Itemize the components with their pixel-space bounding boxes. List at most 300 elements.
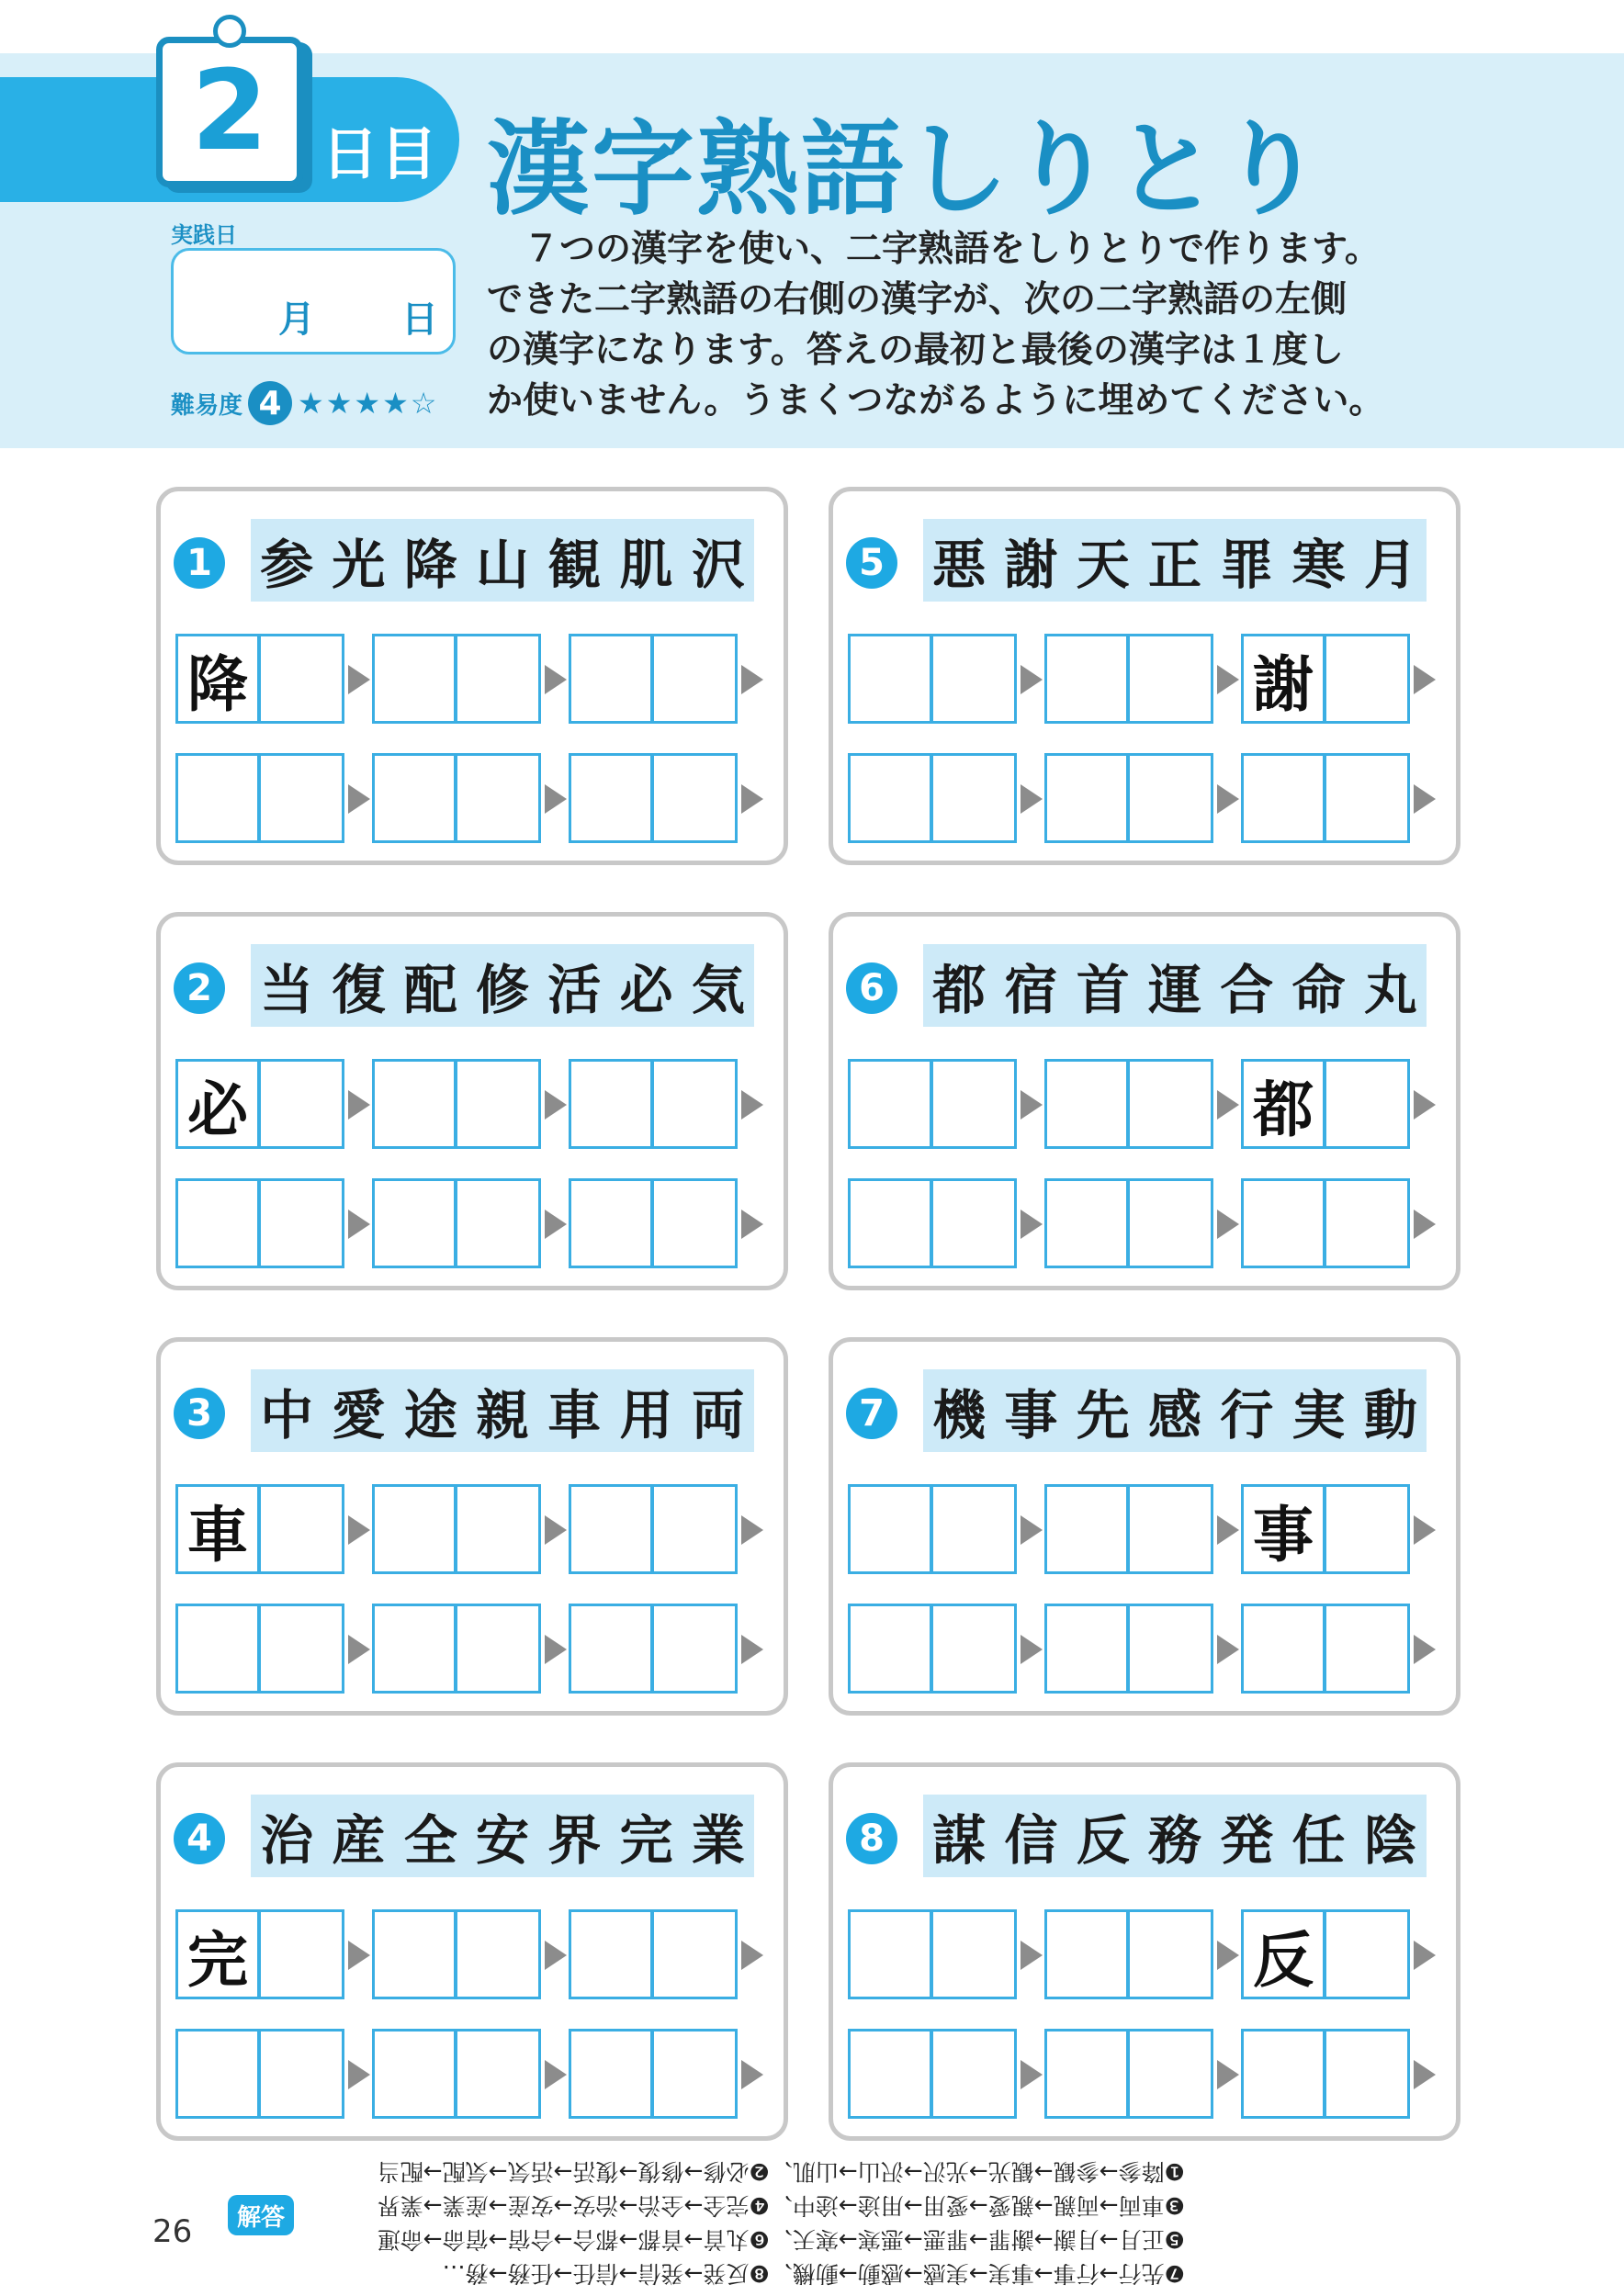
kanji-char: 信 — [1004, 1809, 1058, 1872]
given-kanji-cell[interactable]: 反 — [1241, 1909, 1325, 1999]
answer-cell[interactable] — [260, 1178, 344, 1268]
difficulty-stars: ★★★★☆ — [298, 386, 439, 421]
answer-cell[interactable] — [372, 1059, 457, 1149]
answer-cell[interactable] — [653, 1178, 738, 1268]
word-pair — [175, 1909, 344, 1999]
answer-cell[interactable] — [1044, 1484, 1129, 1574]
word-pair — [372, 1604, 541, 1694]
kanji-char: 車 — [547, 1384, 602, 1446]
answer-cell[interactable] — [372, 1909, 457, 1999]
word-pair — [1044, 1604, 1213, 1694]
answer-row — [175, 1484, 782, 1574]
arrow-right-icon — [545, 784, 567, 814]
arrow-right-icon — [1414, 1210, 1436, 1239]
arrow-right-icon — [545, 1090, 567, 1120]
word-pair — [569, 753, 738, 843]
answer-cell[interactable] — [569, 634, 653, 724]
kanji-char: 沢 — [691, 534, 745, 596]
answer-cell[interactable] — [1325, 1178, 1410, 1268]
answer-cell[interactable] — [372, 634, 457, 724]
arrow-right-icon — [741, 1090, 763, 1120]
given-kanji-cell[interactable]: 車 — [175, 1484, 260, 1574]
answer-cell[interactable] — [569, 2029, 653, 2119]
arrow-right-icon — [545, 1635, 567, 1664]
word-pair — [1044, 753, 1213, 843]
answer-cell[interactable] — [1129, 634, 1213, 724]
kanji-char: 陰 — [1363, 1809, 1417, 1872]
answer-cell[interactable] — [1325, 1604, 1410, 1694]
kanji-char: 配 — [403, 959, 457, 1021]
given-kanji-cell[interactable]: 事 — [1241, 1484, 1325, 1574]
answer-cell[interactable] — [569, 753, 653, 843]
word-pair — [569, 1059, 738, 1149]
puzzle-panel — [156, 912, 788, 1290]
kanji-char: 界 — [547, 1809, 602, 1872]
arrow-right-icon — [348, 2060, 370, 2089]
word-pair — [569, 634, 738, 724]
arrow-right-icon — [1414, 1635, 1436, 1664]
answer-row — [848, 1178, 1454, 1268]
kanji-char: 業 — [691, 1809, 745, 1872]
kanji-char: 実 — [1291, 1384, 1346, 1446]
kanji-char: 発 — [1220, 1809, 1274, 1872]
kanji-char: 感 — [1147, 1384, 1201, 1446]
answer-cell[interactable] — [848, 1059, 932, 1149]
puzzle-number: 1 — [174, 537, 225, 589]
answer-cell[interactable] — [372, 1178, 457, 1268]
difficulty-rating — [171, 378, 438, 428]
word-pair — [1241, 1484, 1410, 1574]
answer-cell[interactable] — [175, 1178, 260, 1268]
arrow-right-icon — [741, 1210, 763, 1239]
word-pair — [372, 753, 541, 843]
answer-cell[interactable] — [932, 1909, 1017, 1999]
word-pair — [372, 1059, 541, 1149]
arrow-right-icon — [545, 1941, 567, 1970]
arrow-right-icon — [1217, 2060, 1239, 2089]
answer-row — [848, 1604, 1454, 1694]
arrow-right-icon — [348, 784, 370, 814]
given-kanji-cell[interactable]: 謝 — [1241, 634, 1325, 724]
kanji-char: 合 — [1220, 959, 1274, 1021]
day-label: 日 — [401, 298, 438, 341]
answer-cell[interactable] — [848, 1484, 932, 1574]
word-pair — [1044, 1178, 1213, 1268]
word-pair — [1241, 1059, 1410, 1149]
answer-cell[interactable] — [1325, 753, 1410, 843]
kanji-char: 悪 — [932, 534, 987, 596]
answer-row — [175, 634, 782, 724]
kanji-bank — [923, 1369, 1427, 1452]
kanji-char: 謝 — [1004, 534, 1058, 596]
kanji-bank — [923, 944, 1427, 1027]
kanji-char: 安 — [475, 1809, 529, 1872]
arrow-right-icon — [545, 1210, 567, 1239]
kanji-char: 修 — [475, 959, 529, 1021]
answer-row — [848, 753, 1454, 843]
answer-cell[interactable] — [932, 2029, 1017, 2119]
arrow-right-icon — [741, 665, 763, 694]
kanji-char: 治 — [260, 1809, 314, 1872]
answer-cell[interactable] — [457, 753, 541, 843]
page-number: 26 — [152, 2213, 193, 2250]
answer-cell[interactable] — [1241, 1604, 1325, 1694]
word-pair — [1044, 1059, 1213, 1149]
puzzle-panel — [156, 1762, 788, 2141]
answer-row — [848, 1059, 1454, 1149]
word-pair — [1044, 2029, 1213, 2119]
answer-cell[interactable] — [569, 1604, 653, 1694]
answer-cell[interactable] — [260, 1059, 344, 1149]
kanji-char: 宿 — [1004, 959, 1058, 1021]
kanji-char: 山 — [475, 534, 529, 596]
answer-cell[interactable] — [653, 1059, 738, 1149]
kanji-char: 完 — [619, 1809, 673, 1872]
page-title: 漢字熟語しりとり — [487, 110, 1325, 230]
arrow-right-icon — [348, 1210, 370, 1239]
kanji-char: 月 — [1363, 534, 1417, 596]
arrow-right-icon — [545, 665, 567, 694]
calendar-icon — [156, 37, 312, 193]
kanji-bank — [923, 519, 1427, 602]
arrow-right-icon — [741, 1515, 763, 1545]
arrow-right-icon — [348, 1515, 370, 1545]
answer-cell[interactable] — [1129, 753, 1213, 843]
answer-cell[interactable] — [1129, 1909, 1213, 1999]
kanji-char: 産 — [332, 1809, 386, 1872]
word-pair — [848, 753, 1017, 843]
answer-cell[interactable] — [1325, 1059, 1410, 1149]
answer-row — [175, 1909, 782, 1999]
answer-row — [175, 753, 782, 843]
instruction-line: か使いません。うまくつながるように埋めてください。 — [487, 380, 1385, 422]
answer-cell[interactable] — [569, 1909, 653, 1999]
answer-cell[interactable] — [1241, 753, 1325, 843]
kanji-bank — [251, 1795, 754, 1877]
arrow-right-icon — [545, 1515, 567, 1545]
answer-cell[interactable] — [260, 1484, 344, 1574]
answer-cell[interactable] — [1044, 1059, 1129, 1149]
arrow-right-icon — [1217, 1210, 1239, 1239]
kanji-char: 事 — [1004, 1384, 1058, 1446]
given-kanji-cell[interactable]: 降 — [175, 634, 260, 724]
answer-cell[interactable] — [1044, 753, 1129, 843]
answer-cell[interactable] — [1044, 1604, 1129, 1694]
kanji-bank — [251, 519, 754, 602]
answer-cell[interactable] — [848, 1178, 932, 1268]
arrow-right-icon — [1021, 1090, 1043, 1120]
answer-cell[interactable] — [848, 634, 932, 724]
answer-row — [848, 634, 1454, 724]
answer-cell[interactable] — [457, 1178, 541, 1268]
answer-cell[interactable] — [1044, 634, 1129, 724]
kanji-char: 首 — [1076, 959, 1130, 1021]
answer-cell[interactable] — [175, 1604, 260, 1694]
puzzle-number: 3 — [174, 1388, 225, 1439]
day-suffix: 日目 — [321, 120, 440, 187]
kanji-char: 活 — [547, 959, 602, 1021]
arrow-right-icon — [741, 784, 763, 814]
answer-cell[interactable] — [457, 1484, 541, 1574]
arrow-right-icon — [1217, 784, 1239, 814]
word-pair — [175, 1604, 344, 1694]
puzzle-number: 8 — [846, 1813, 897, 1864]
arrow-right-icon — [1414, 2060, 1436, 2089]
answer-cell[interactable] — [1241, 1178, 1325, 1268]
answer-cell[interactable] — [372, 1604, 457, 1694]
answer-cell[interactable] — [372, 1484, 457, 1574]
kanji-char: 命 — [1291, 959, 1346, 1021]
word-pair — [175, 2029, 344, 2119]
difficulty-label: 難易度 — [171, 391, 243, 420]
answer-cell[interactable] — [372, 2029, 457, 2119]
kanji-char: 光 — [332, 534, 386, 596]
word-pair — [1241, 1909, 1410, 1999]
answer-cell[interactable] — [175, 753, 260, 843]
arrow-right-icon — [348, 1941, 370, 1970]
word-pair — [1241, 1178, 1410, 1268]
answer-cell[interactable] — [260, 1909, 344, 1999]
word-pair — [175, 1484, 344, 1574]
answer-cell[interactable] — [932, 1484, 1017, 1574]
kanji-bank — [923, 1795, 1427, 1877]
answer-cell[interactable] — [457, 2029, 541, 2119]
word-pair — [569, 1178, 738, 1268]
word-pair — [1241, 753, 1410, 843]
month-label: 月 — [278, 298, 315, 341]
given-kanji-cell[interactable]: 必 — [175, 1059, 260, 1149]
answer-row — [175, 2029, 782, 2119]
answer-line: ❼先行→行事→事実→実感→感動→動機、❽反発→発信→信任→任務→務… — [442, 2260, 1185, 2287]
word-pair — [848, 1909, 1017, 1999]
puzzle-number: 5 — [846, 537, 897, 589]
puzzle-number: 6 — [846, 962, 897, 1014]
word-pair — [372, 1909, 541, 1999]
answer-cell[interactable] — [932, 1059, 1017, 1149]
puzzle-panel — [829, 487, 1460, 865]
answer-cell[interactable] — [932, 1178, 1017, 1268]
answer-cell[interactable] — [1129, 1178, 1213, 1268]
kanji-char: 全 — [403, 1809, 457, 1872]
answer-cell[interactable] — [260, 2029, 344, 2119]
puzzle-number: 2 — [174, 962, 225, 1014]
kanji-char: 復 — [332, 959, 386, 1021]
kanji-char: 都 — [932, 959, 987, 1021]
arrow-right-icon — [1217, 1635, 1239, 1664]
word-pair — [372, 1178, 541, 1268]
answer-cell[interactable] — [653, 1604, 738, 1694]
answer-cell[interactable] — [653, 1484, 738, 1574]
arrow-right-icon — [1217, 665, 1239, 694]
word-pair — [1044, 1484, 1213, 1574]
answer-cell[interactable] — [653, 753, 738, 843]
arrow-right-icon — [1021, 784, 1043, 814]
answer-row — [848, 2029, 1454, 2119]
kanji-char: 当 — [260, 959, 314, 1021]
answer-cell[interactable] — [1325, 1909, 1410, 1999]
answer-cell[interactable] — [653, 634, 738, 724]
answer-cell[interactable] — [932, 753, 1017, 843]
arrow-right-icon — [1021, 2060, 1043, 2089]
word-pair — [372, 2029, 541, 2119]
answer-cell[interactable] — [1325, 1484, 1410, 1574]
answer-label: 解答 — [228, 2195, 294, 2235]
puzzle-panel — [156, 487, 788, 865]
arrow-right-icon — [348, 665, 370, 694]
kanji-char: 用 — [619, 1384, 673, 1446]
answer-row — [848, 1909, 1454, 1999]
answer-key — [303, 2153, 1185, 2290]
answer-cell[interactable] — [1325, 634, 1410, 724]
answer-row — [175, 1604, 782, 1694]
puzzle-panel — [156, 1337, 788, 1716]
kanji-bank — [251, 944, 754, 1027]
instruction-line: できた二字熟語の右側の漢字が、次の二字熟語の左側 — [487, 279, 1348, 321]
answer-cell[interactable] — [569, 1178, 653, 1268]
kanji-char: 観 — [547, 534, 602, 596]
answer-cell[interactable] — [1129, 1059, 1213, 1149]
arrow-right-icon — [1217, 1090, 1239, 1120]
kanji-char: 参 — [260, 534, 314, 596]
puzzle-number: 7 — [846, 1388, 897, 1439]
kanji-char: 行 — [1220, 1384, 1274, 1446]
answer-cell[interactable] — [932, 1604, 1017, 1694]
answer-cell[interactable] — [260, 1604, 344, 1694]
kanji-char: 愛 — [332, 1384, 386, 1446]
answer-cell[interactable] — [1129, 1604, 1213, 1694]
kanji-char: 丸 — [1363, 959, 1417, 1021]
arrow-right-icon — [1217, 1941, 1239, 1970]
answer-cell[interactable] — [175, 2029, 260, 2119]
arrow-right-icon — [1021, 665, 1043, 694]
answer-cell[interactable] — [1241, 2029, 1325, 2119]
difficulty-level-badge: 4 — [248, 381, 292, 425]
answer-line: ❸車両→両親→親愛→愛用→用途→途中、❹完全→全治→治安→安産→産業→業界 — [377, 2192, 1185, 2219]
arrow-right-icon — [545, 2060, 567, 2089]
answer-line: ❶降参→参観→観光→光沢→沢山→山肌、❷必修→修復→復活→活気→気配→配当 — [377, 2158, 1185, 2185]
kanji-char: 謀 — [932, 1809, 987, 1872]
answer-cell[interactable] — [653, 1909, 738, 1999]
kanji-char: 務 — [1147, 1809, 1201, 1872]
kanji-char: 中 — [260, 1384, 314, 1446]
word-pair — [175, 1059, 344, 1149]
kanji-char: 罪 — [1220, 534, 1274, 596]
arrow-right-icon — [1414, 1515, 1436, 1545]
kanji-char: 必 — [619, 959, 673, 1021]
word-pair — [848, 1604, 1017, 1694]
answer-cell[interactable] — [1129, 1484, 1213, 1574]
arrow-right-icon — [1414, 1941, 1436, 1970]
answer-cell[interactable] — [260, 753, 344, 843]
answer-cell[interactable] — [848, 2029, 932, 2119]
kanji-char: 動 — [1363, 1384, 1417, 1446]
answer-cell[interactable] — [848, 1909, 932, 1999]
given-kanji-cell[interactable]: 完 — [175, 1909, 260, 1999]
kanji-char: 途 — [403, 1384, 457, 1446]
word-pair — [569, 1484, 738, 1574]
answer-cell[interactable] — [457, 1909, 541, 1999]
arrow-right-icon — [348, 1090, 370, 1120]
arrow-right-icon — [1414, 665, 1436, 694]
answer-cell[interactable] — [457, 1604, 541, 1694]
kanji-char: 任 — [1291, 1809, 1346, 1872]
word-pair — [848, 2029, 1017, 2119]
instruction-line: の漢字になります。答えの最初と最後の漢字は１度し — [487, 330, 1344, 371]
word-pair — [175, 634, 344, 724]
kanji-char: 天 — [1076, 534, 1130, 596]
word-pair — [175, 753, 344, 843]
answer-cell[interactable] — [372, 753, 457, 843]
puzzle-number: 4 — [174, 1813, 225, 1864]
word-pair — [848, 1484, 1017, 1574]
word-pair — [569, 1604, 738, 1694]
puzzle-panel — [829, 912, 1460, 1290]
answer-cell[interactable] — [1129, 2029, 1213, 2119]
answer-cell[interactable] — [1325, 2029, 1410, 2119]
given-kanji-cell[interactable]: 都 — [1241, 1059, 1325, 1149]
kanji-char: 反 — [1076, 1809, 1130, 1872]
word-pair — [848, 1178, 1017, 1268]
arrow-right-icon — [741, 2060, 763, 2089]
day-number: 2 — [191, 48, 268, 175]
answer-row — [175, 1178, 782, 1268]
answer-cell[interactable] — [457, 1059, 541, 1149]
practice-date-label: 実践日 — [171, 222, 237, 248]
answer-cell[interactable] — [848, 753, 932, 843]
puzzle-panel — [829, 1337, 1460, 1716]
word-pair — [1044, 634, 1213, 724]
arrow-right-icon — [1021, 1941, 1043, 1970]
word-pair — [1044, 1909, 1213, 1999]
arrow-right-icon — [1021, 1635, 1043, 1664]
word-pair — [1241, 2029, 1410, 2119]
answer-cell[interactable] — [569, 1059, 653, 1149]
answer-row — [175, 1059, 782, 1149]
arrow-right-icon — [741, 1635, 763, 1664]
arrow-right-icon — [1414, 1090, 1436, 1120]
answer-cell[interactable] — [932, 634, 1017, 724]
word-pair — [372, 634, 541, 724]
arrow-right-icon — [1217, 1515, 1239, 1545]
instructions — [487, 224, 1451, 426]
kanji-char: 正 — [1147, 534, 1201, 596]
answer-cell[interactable] — [457, 634, 541, 724]
answer-cell[interactable] — [1044, 1178, 1129, 1268]
arrow-right-icon — [348, 1635, 370, 1664]
word-pair — [848, 634, 1017, 724]
kanji-char: 肌 — [619, 534, 673, 596]
word-pair — [569, 1909, 738, 1999]
answer-cell[interactable] — [260, 634, 344, 724]
arrow-right-icon — [741, 1941, 763, 1970]
arrow-right-icon — [1021, 1210, 1043, 1239]
kanji-char: 機 — [932, 1384, 987, 1446]
kanji-char: 親 — [475, 1384, 529, 1446]
word-pair — [848, 1059, 1017, 1149]
answer-cell[interactable] — [653, 2029, 738, 2119]
answer-cell[interactable] — [1044, 1909, 1129, 1999]
kanji-char: 運 — [1147, 959, 1201, 1021]
kanji-char: 先 — [1076, 1384, 1130, 1446]
answer-cell[interactable] — [1044, 2029, 1129, 2119]
arrow-right-icon — [1414, 784, 1436, 814]
kanji-char: 気 — [691, 959, 745, 1021]
answer-cell[interactable] — [569, 1484, 653, 1574]
word-pair — [1241, 1604, 1410, 1694]
answer-cell[interactable] — [848, 1604, 932, 1694]
practice-date-field[interactable] — [171, 248, 456, 355]
kanji-char: 両 — [691, 1384, 745, 1446]
